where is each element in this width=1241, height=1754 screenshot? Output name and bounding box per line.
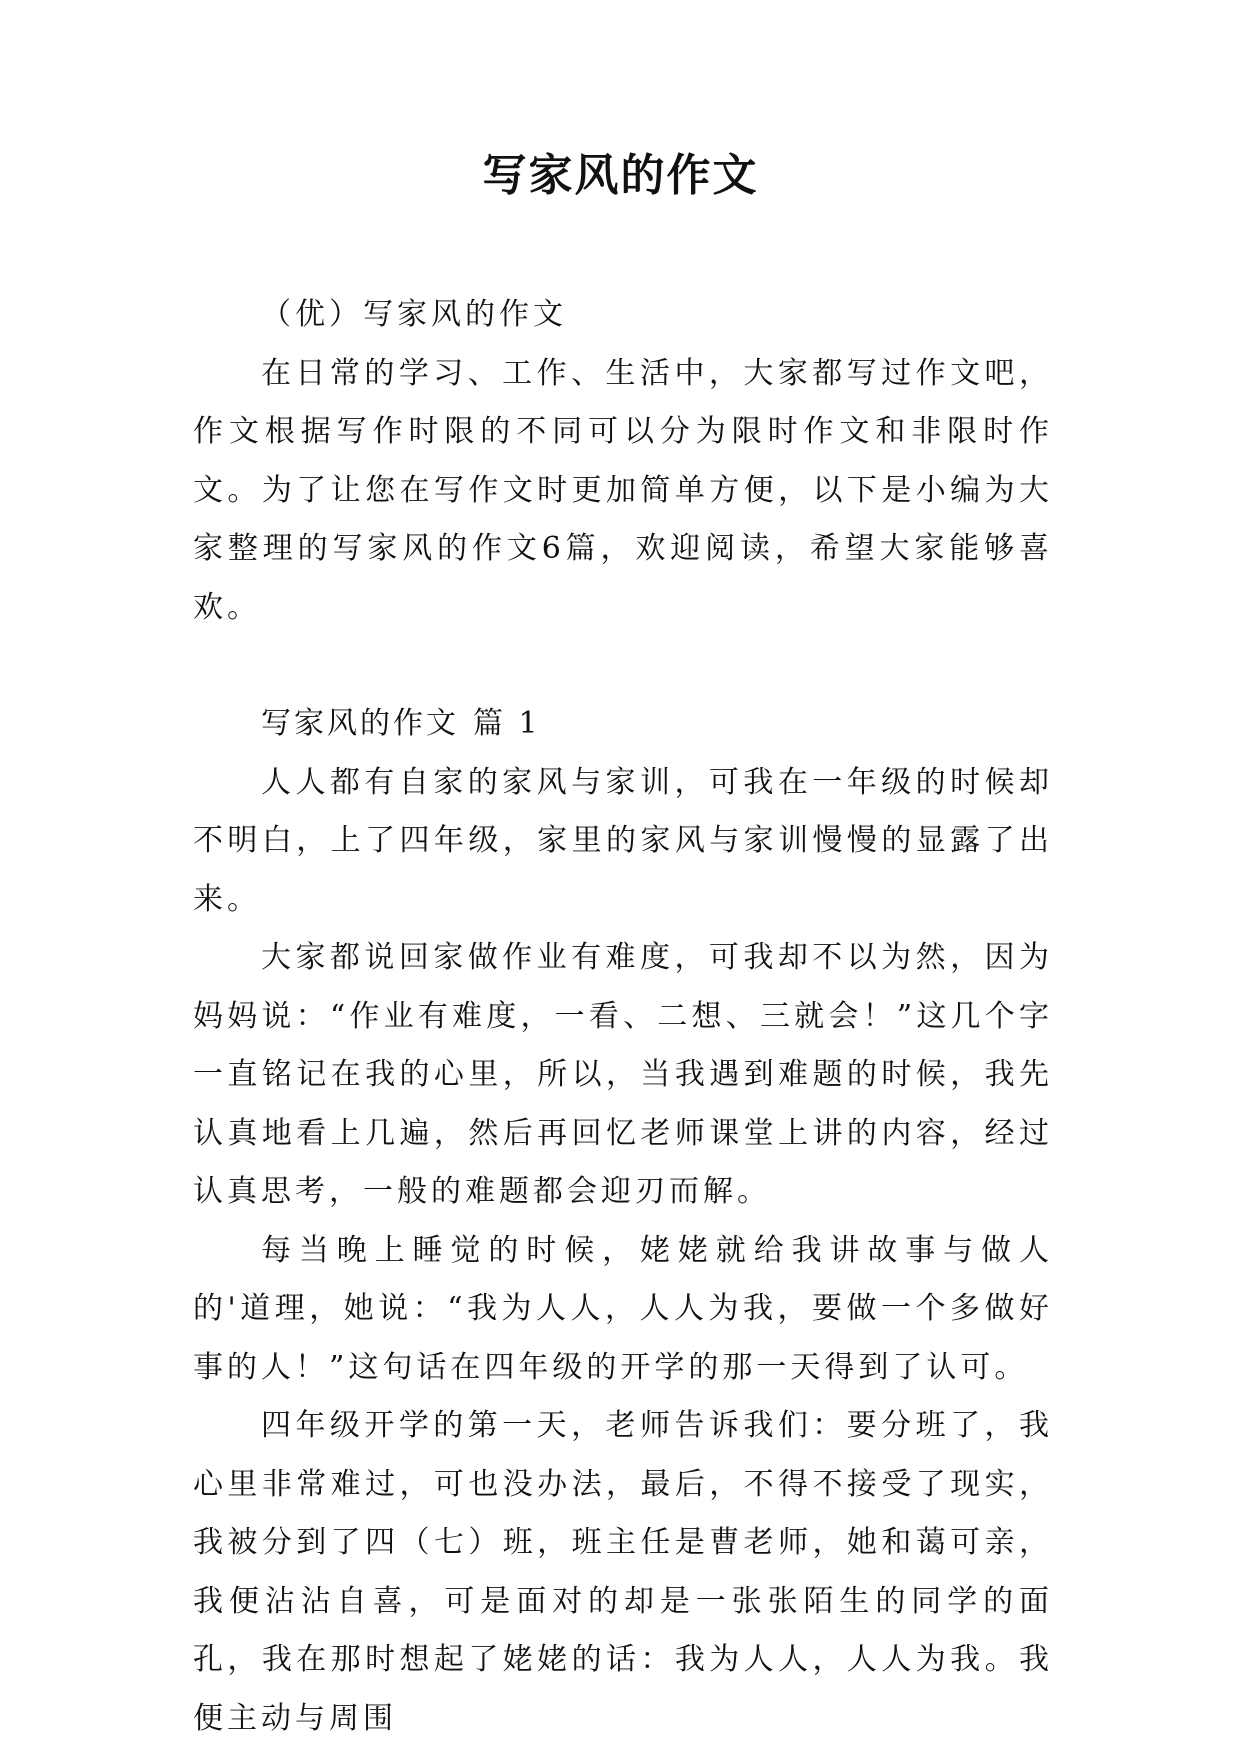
section-heading: [193, 695, 1053, 754]
body-paragraph: 大家都说回家做作业有难度，可我却不以为然，因为妈妈说：“作业有难度，一看、二想、三就会！”这几个字一直铭记在我的心里，所以，当我遇到难题的时候，我先认真地看上几遍，然后再回忆老师课堂上讲的内容，经过认真思考，一般的难题都会迎刃而解。: [193, 940, 1053, 1209]
section-number: 篇 1: [473, 706, 541, 741]
document-title: 写家风的作文: [482, 150, 759, 201]
body-paragraph: 人人都有自家的家风与家训，可我在一年级的时候却不明白，上了四年级，家里的家风与家训慢慢的显露了出来。: [193, 764, 1053, 917]
document-body: [193, 286, 1053, 1748]
intro-paragraph: 在日常的学习、工作、生活中，大家都写过作文吧，作文根据写作时限的不同可以分为限时作文和非限时作文。为了让您在写作文时更加简单方便，以下是小编为大家整理的写家风的作文6篇，欢迎阅读，希望大家能够喜欢。: [193, 355, 1053, 625]
body-paragraph: 四年级开学的第一天，老师告诉我们：要分班了，我心里非常难过，可也没办法，最后，不得不接受了现实，我被分到了四（七）班，班主任是曹老师，她和蔼可亲，我便沾沾自喜，可是面对的却是一张张陌生的同学的面孔，我在那时想起了姥姥的话：我为人人，人人为我。我便主动与周围: [193, 1408, 1053, 1736]
section-heading-text: 写家风的作文: [261, 706, 459, 741]
document-subtitle: （优）写家风的作文: [261, 297, 567, 332]
body-paragraph: 每当晚上睡觉的时候，姥姥就给我讲故事与做人的'道理，她说：“我为人人，人人为我，要做一个多做好事的人！”这句话在四年级的开学的那一天得到了认可。: [193, 1232, 1053, 1385]
section-spacer: [193, 637, 1053, 695]
